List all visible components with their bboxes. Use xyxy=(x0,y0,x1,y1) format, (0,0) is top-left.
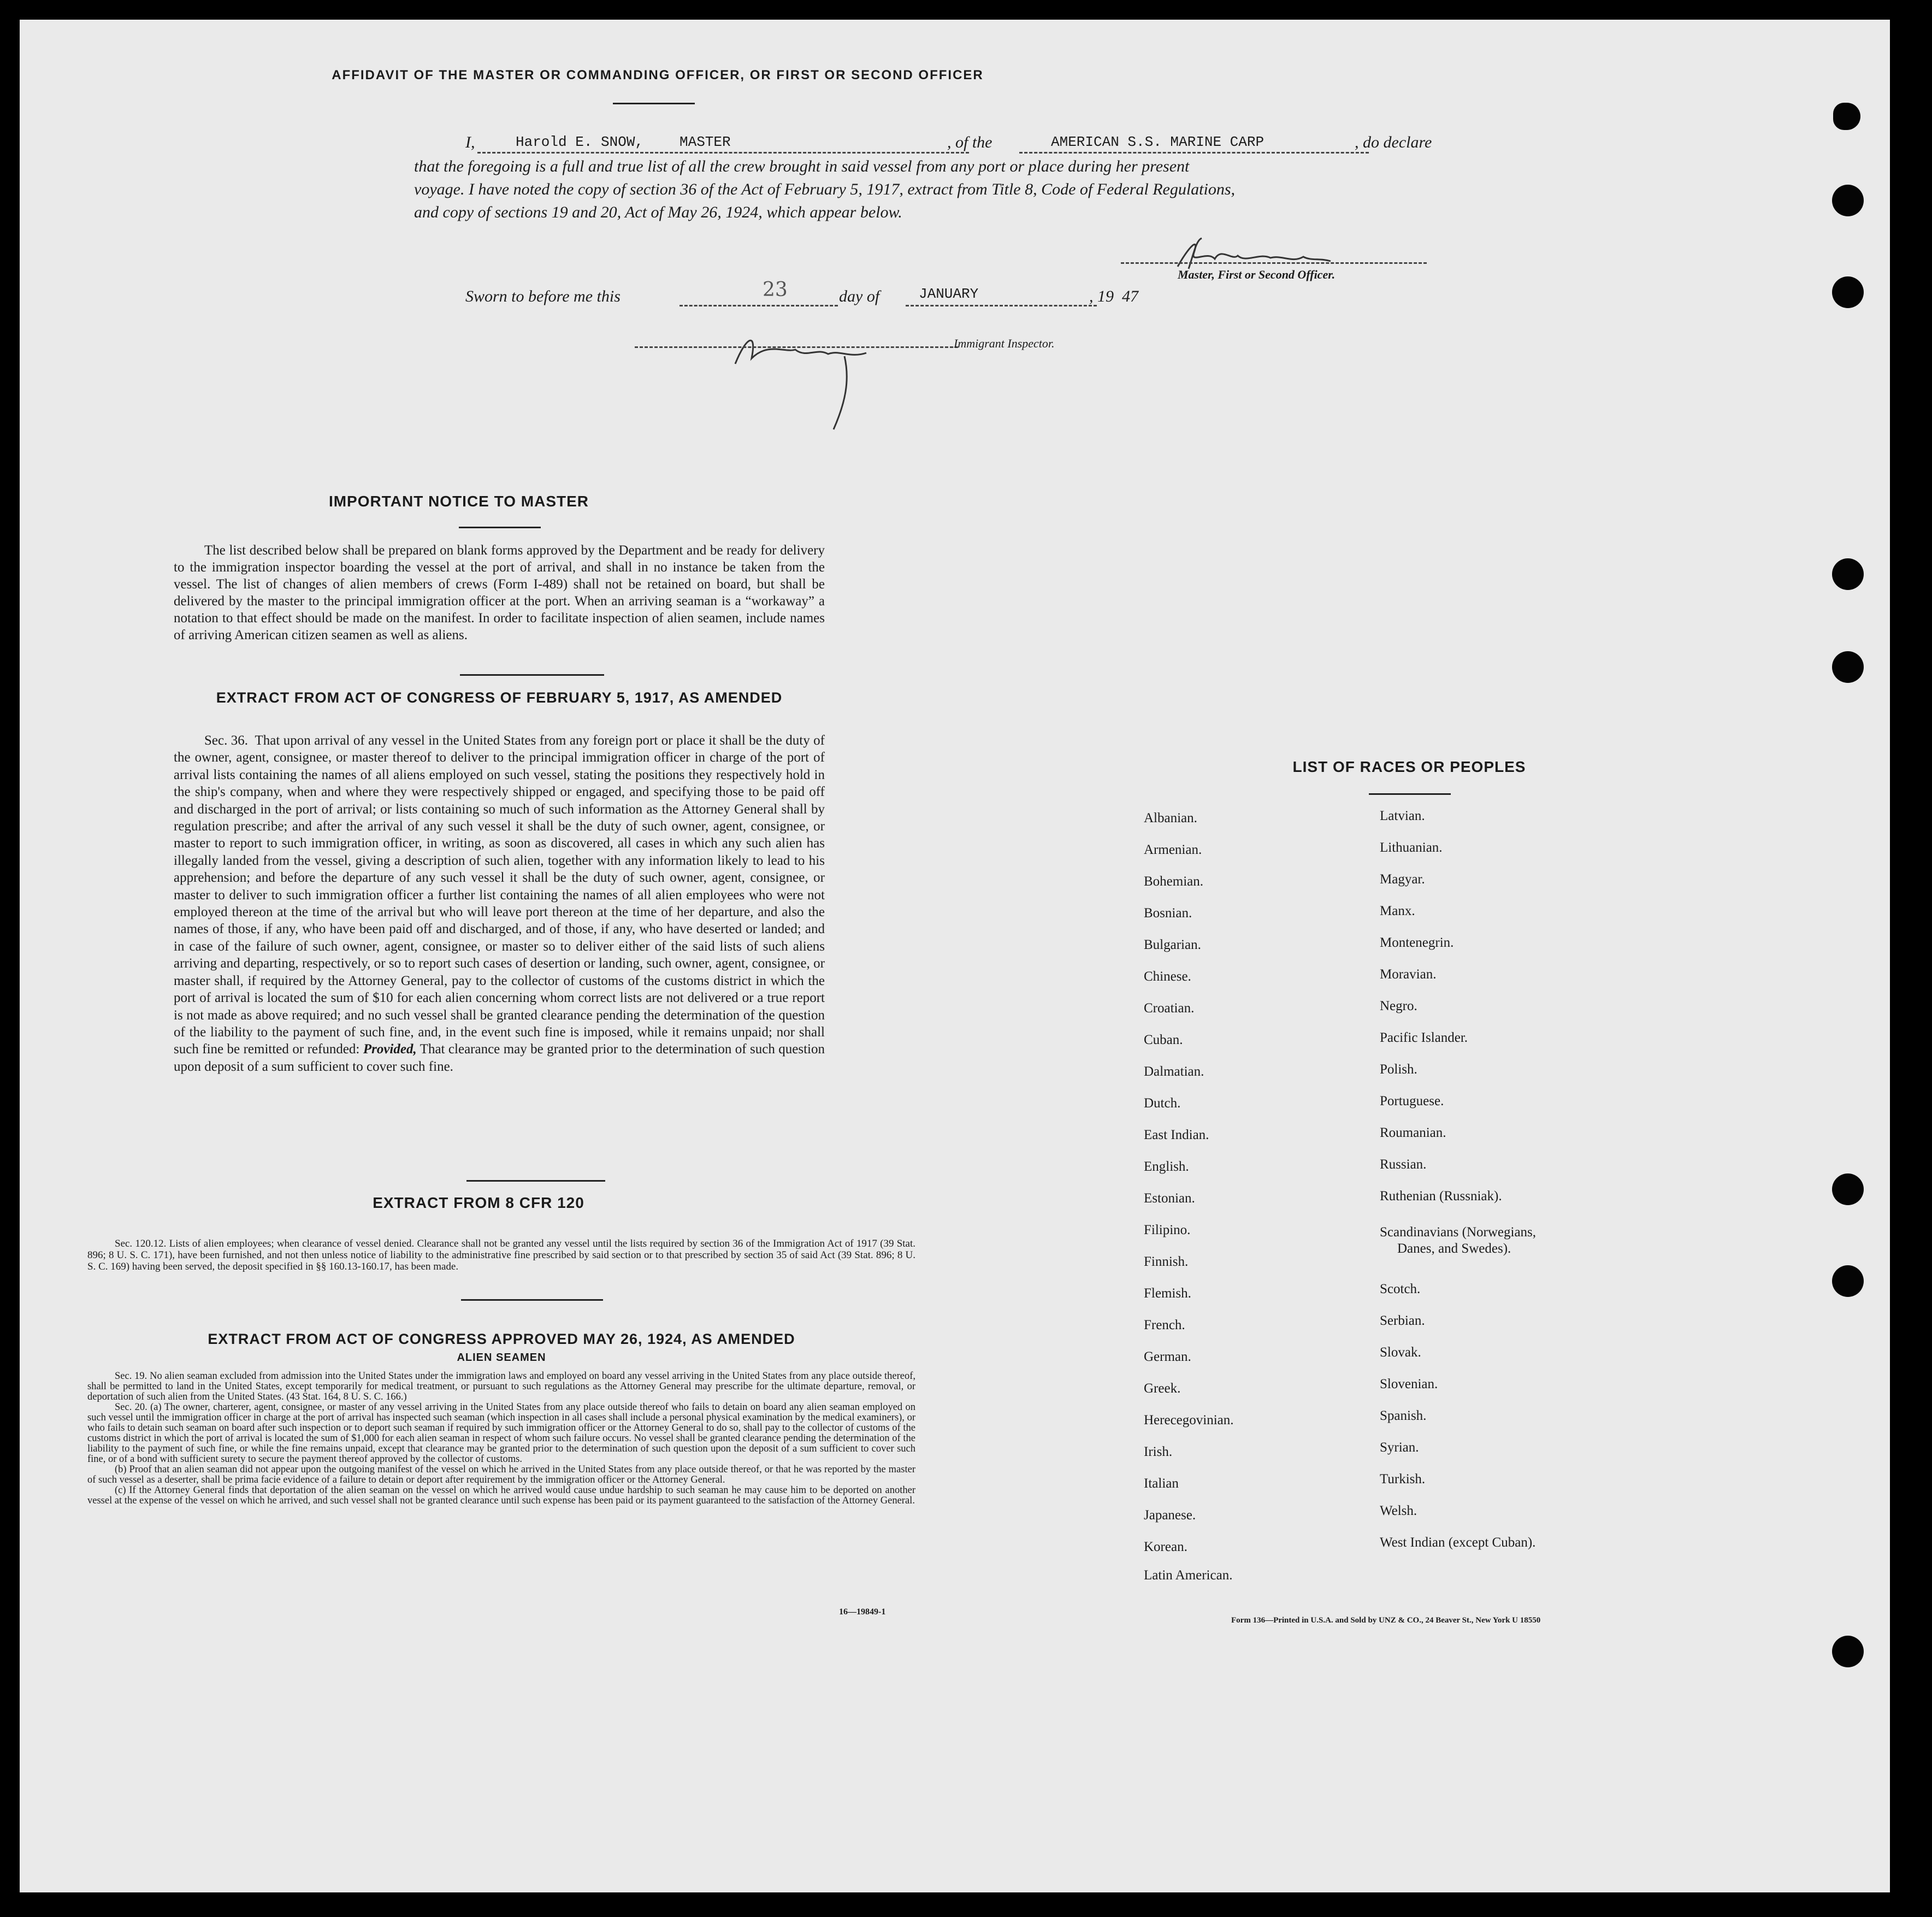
extract-1917-end: That clearance may be granted prior to the determination of such question upon deposit of a sum sufficient to cover such fine. xyxy=(174,1042,825,1074)
race-item: Spanish. xyxy=(1380,1408,1427,1423)
inspector-line xyxy=(635,346,958,348)
race-item: Latin American. xyxy=(1144,1568,1233,1583)
race-item: Slovak. xyxy=(1380,1345,1421,1360)
divider xyxy=(613,103,695,104)
race-item: Russian. xyxy=(1380,1157,1427,1172)
inspector-signature xyxy=(724,326,910,440)
extract-1924-title: EXTRACT FROM ACT OF CONGRESS APPROVED MAY 26, 1924, AS AMENDED xyxy=(208,1331,795,1347)
divider xyxy=(461,1299,603,1301)
day-of-text: day of xyxy=(839,287,880,305)
race-item: Magyar. xyxy=(1380,872,1425,887)
race-item: Lithuanian. xyxy=(1380,840,1443,855)
month-underline xyxy=(906,305,1097,306)
race-item: Roumanian. xyxy=(1380,1125,1446,1140)
race-item: Montenegrin. xyxy=(1380,935,1454,950)
punch-hole xyxy=(1833,103,1860,130)
extract-1924-body xyxy=(87,1371,915,1506)
divider xyxy=(460,674,604,676)
punch-hole xyxy=(1832,1636,1864,1667)
divider xyxy=(1369,793,1451,795)
provided-word: Provided, xyxy=(363,1042,417,1057)
year-prefix: , 19 xyxy=(1089,287,1114,305)
notice-text: The list described below shall be prepared on blank forms approved by the Department and be ready for delivery to the immigration inspector boarding the vessel at the port of arrival, and shall in no instance be taken from the vessel. The list of changes of alien members of crews (Form I-489) shall not be retained on board, but shall be delivered by the master to the principal immigration officer at the port. When an arriving seaman is a “workaway” a notation to that effect should be made on the manifest. In order to facilitate inspection of alien seamen, include names of arriving American citizen seamen as well as aliens. xyxy=(174,543,825,642)
name-underline xyxy=(477,152,969,154)
printer-footer: Form 136—Printed in U.S.A. and Sold by UNZ & CO., 24 Beaver St., New York U 18550 xyxy=(1231,1616,1541,1625)
race-item: Korean. xyxy=(1144,1540,1187,1554)
race-item: Cuban. xyxy=(1144,1033,1183,1047)
race-item: Estonian. xyxy=(1144,1191,1195,1206)
document-page xyxy=(20,20,1890,1892)
race-item: Syrian. xyxy=(1380,1440,1419,1455)
race-item: Negro. xyxy=(1380,999,1417,1013)
section-label: Sec. 36. xyxy=(204,733,249,748)
race-item: Italian xyxy=(1144,1476,1179,1491)
race-item: Portuguese. xyxy=(1380,1094,1444,1108)
extract-cfr-text: Sec. 120.12. Lists of alien employees; when clearance of vessel denied. Clearance shall not be granted any vessel until the lists required by section 36 of the Immigration Act of 1917 (39 Stat. 896; 8 U. S. C. 171), have been furnished, and not then unless notice of liability to the administrative fine prescribed by said section or to that prescribed by section 35 of said Act (39 Stat. 896; 8 U. S. C. 169) having been served, the deposit specified in §§ 160.13-160.17, has been made. xyxy=(87,1238,915,1272)
punch-hole xyxy=(1832,185,1864,216)
race-item: Irish. xyxy=(1144,1444,1173,1459)
master-name-field: Harold E. SNOW, xyxy=(516,134,644,150)
race-item: West Indian (except Cuban). xyxy=(1380,1535,1536,1550)
race-item: Chinese. xyxy=(1144,969,1191,984)
race-item: Bulgarian. xyxy=(1144,937,1201,952)
divider xyxy=(459,527,541,528)
sec-20a-text: Sec. 20. (a) The owner, charterer, agent, consignee, or master of any vessel arriving in the United States from any place outside thereof who fails to detain on board any alien seaman employed on such vessel until the immigration officer in charge at the port of arrival has inspected such seaman (which inspection in all cases shall include a personal physical examination by the medical examiners), or who fails to detain such seaman on board after such inspection or to deport such seaman if required by such immigration officer or the Attorney General to do so, shall pay to the collector of customs of the customs district in which the port of arrival is located the sum of $1,000 for each alien seaman in respect of whom such failure occurs. No vessel shall be granted clearance pending the determination of the liability to the payment of such fine, or while the fine remains unpaid, except that clearance may be granted prior to the determination of such question upon the deposit of a sum sufficient to cover such fine, or of a bond with sufficient surety to secure the payment thereof approved by the collector of customs. xyxy=(87,1402,915,1465)
race-item: Danes, and Swedes). xyxy=(1397,1241,1511,1256)
race-item: Flemish. xyxy=(1144,1286,1191,1301)
affidavit-body-line: and copy of sections 19 and 20, Act of May 26, 1924, which appear below. xyxy=(414,203,902,221)
race-item: Finnish. xyxy=(1144,1254,1189,1269)
punch-hole xyxy=(1832,558,1864,590)
punch-hole xyxy=(1832,1265,1864,1297)
sec-20b-text: (b) Proof that an alien seaman did not appear upon the outgoing manifest of the vessel on which he arrived in the United States from any place outside thereof, or that he was reported by the master of such vessel as a deserter, shall be prima facie evidence of a failure to detain or deport after requirement by the immigration officer or the Attorney General. xyxy=(87,1464,915,1485)
race-item: Pacific Islander. xyxy=(1380,1030,1468,1045)
race-item: Serbian. xyxy=(1380,1313,1425,1328)
sworn-day: 23 xyxy=(763,279,788,301)
form-code: 16—19849-1 xyxy=(839,1607,886,1617)
sworn-month: JANUARY xyxy=(919,286,979,302)
affidavit-body-line: voyage. I have noted the copy of section 36 of the Act of February 5, 1917, extract from Title 8, Code of Federal Regulations, xyxy=(414,180,1236,198)
race-item: East Indian. xyxy=(1144,1128,1209,1142)
divider xyxy=(466,1180,605,1182)
race-item: Croatian. xyxy=(1144,1001,1195,1016)
sec-20c-text: (c) If the Attorney General finds that deportation of the alien seaman on the vessel on which he arrived would cause undue hardship to such seaman he may cause him to be deported on another vessel at the expense of the vessel on which he arrived, and such vessel shall not be granted clearance until such expense has been paid or its payment guaranteed to the satisfaction of the Attorney General. xyxy=(87,1485,915,1506)
signature-line xyxy=(1121,262,1427,264)
race-item: Slovenian. xyxy=(1380,1377,1438,1391)
race-item: Herecegovinian. xyxy=(1144,1413,1234,1428)
extract-1917-body: That upon arrival of any vessel in the United States from any foreign port or place it shall be the duty of the owner, agent, consignee, or master thereof to deliver to the principal immigration officer in charge of the port of arrival lists containing the names of all aliens employed on such vessel, stating the positions they respectively hold in the ship's company, when and where they were respectively shipped or engaged, and specifying those to be paid off and discharged in the port of arrival; or lists containing so much of such information as the Attorney General shall by regulation prescribe; and after the arrival of any such vessel it shall be the duty of such owner, agent, consignee, or master to report to such immigration officer, in writing, as soon as discovered, all cases in which any such alien has illegally landed from the vessel, giving a description of such alien, together with any information likely to lead to his apprehension; and before the departure of any such vessel it shall be the duty of such owner, agent, consignee, or master to deliver to such immigration officer a further list containing the names of all alien employees who were not employed thereon at the time of the arrival but who will leave port thereon at the time of her departure, and also the names of those, if any, who have been paid off and discharged, and of those, if any, who have deserted or landed; and in case of the failure of such owner, agent, consignee, or master so to deliver either of the said lists of such aliens arriving and departing, respectively, or so to report such cases of desertion or landing, such owner, agent, consignee, or master shall, if required by the Attorney General, pay to the collector of customs of the customs district in which the port of arrival is located the sum of $10 for each alien concerning whom correct lists are not delivered or a true report is not made as above required; and no such vessel shall be granted clearance pending the determination of the question of the liability to the payment of such fine, and, in the event such fine is imposed, while it remains unpaid; nor shall such fine be remitted or refunded: xyxy=(174,733,825,1057)
signer-title: Master, First or Second Officer. xyxy=(1178,268,1336,281)
affidavit-prefix: I, xyxy=(465,133,475,151)
punch-hole xyxy=(1832,276,1864,308)
race-item: Polish. xyxy=(1380,1062,1417,1077)
race-item: German. xyxy=(1144,1349,1191,1364)
races-title: LIST OF RACES OR PEOPLES xyxy=(1292,758,1526,775)
affidavit-body-line: that the foregoing is a full and true list of all the crew brought in said vessel from any port or place during her present xyxy=(414,157,1190,175)
race-item: Ruthenian (Russniak). xyxy=(1380,1189,1502,1204)
extract-cfr-title: EXTRACT FROM 8 CFR 120 xyxy=(373,1194,584,1211)
punch-hole xyxy=(1832,651,1864,683)
declare-text: , do declare xyxy=(1355,133,1432,151)
race-item: Welsh. xyxy=(1380,1503,1417,1518)
race-item: Scotch. xyxy=(1380,1282,1421,1296)
vessel-name-field: AMERICAN S.S. MARINE CARP xyxy=(1051,134,1265,150)
inspector-label: Immigrant Inspector. xyxy=(954,337,1055,350)
race-item: Filipino. xyxy=(1144,1223,1191,1237)
sworn-text: Sworn to before me this xyxy=(465,287,621,305)
rank-field: MASTER xyxy=(680,134,731,150)
punch-hole xyxy=(1832,1173,1864,1205)
race-item: Dutch. xyxy=(1144,1096,1181,1111)
sec-19-text: Sec. 19. No alien seaman excluded from admission into the United States under the immigration laws and employed on board any vessel arriving in the United States from any place outside thereof, shall be permitted to land in the United States, except temporarily for medical treatment, or pursuant to such regulations as the Attorney General may prescribe for the ultimate departure, removal, or deportation of such alien from the United States. (43 Stat. 164, 8 U. S. C. 166.) xyxy=(87,1371,915,1402)
vessel-underline xyxy=(1019,152,1369,154)
race-item: Turkish. xyxy=(1380,1472,1426,1487)
race-item: Moravian. xyxy=(1380,967,1437,982)
affidavit-title: AFFIDAVIT OF THE MASTER OR COMMANDING OFFICER, OR FIRST OR SECOND OFFICER xyxy=(332,68,984,82)
race-item: Latvian. xyxy=(1380,809,1425,823)
race-item: Bohemian. xyxy=(1144,874,1204,889)
race-item: Armenian. xyxy=(1144,842,1202,857)
race-item: Manx. xyxy=(1380,904,1415,918)
race-item: Scandinavians (Norwegians, xyxy=(1380,1225,1537,1240)
race-item: Bosnian. xyxy=(1144,906,1192,921)
race-item: Albanian. xyxy=(1144,811,1197,825)
race-item: English. xyxy=(1144,1159,1189,1174)
race-item: French. xyxy=(1144,1318,1185,1332)
day-underline xyxy=(680,305,838,306)
race-item: Japanese. xyxy=(1144,1508,1196,1523)
race-item: Dalmatian. xyxy=(1144,1064,1204,1079)
race-item: Greek. xyxy=(1144,1381,1181,1396)
extract-1917-title: EXTRACT FROM ACT OF CONGRESS OF FEBRUARY 5, 1917, AS AMENDED xyxy=(216,689,783,706)
of-the-text: , of the xyxy=(947,133,992,151)
year-value: 47 xyxy=(1122,287,1138,305)
extract-1924-subtitle: ALIEN SEAMEN xyxy=(457,1352,546,1364)
notice-title: IMPORTANT NOTICE TO MASTER xyxy=(328,493,589,510)
extract-1917-text xyxy=(174,732,825,1075)
